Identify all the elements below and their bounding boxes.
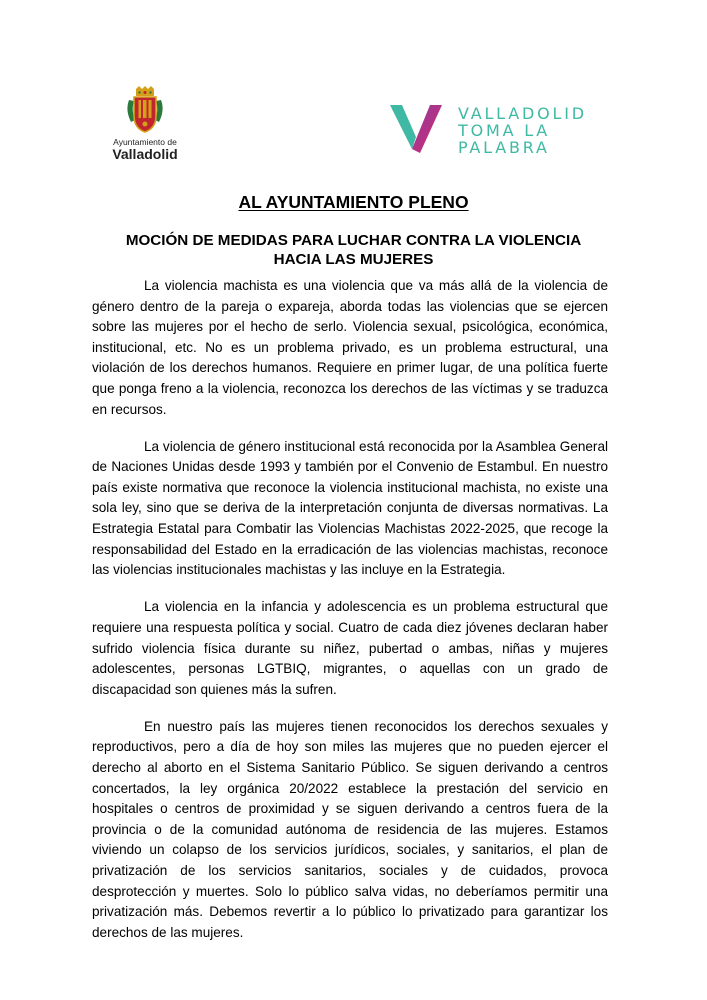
paragraph: La violencia machista es una violencia que va más allá de la violencia de género dentro de la pareja o expareja, aborda todas las violencias que se ejercen sobre las mujeres por el hecho de serlo. Violencia sexual, psicológica, económica, institucional, etc. No es un problema privado, es un problema estructural, una violación de los derechos humanos. Requiere en primer lugar, de una política fuerte que ponga freno a la violencia, reconozca los derechos de las víctimas y se traduzca en recursos. [92,278,608,417]
city-crest-icon [125,86,165,134]
v-mark-icon [388,103,444,155]
party-logo-text [458,105,587,156]
city-council-logo [100,86,190,162]
paragraph: En nuestro país las mujeres tienen reconocidos los derechos sexuales y reproductivos, pero a día de hoy son miles las mujeres que no pueden ejercer el derecho al aborto en el Sistema Sanitario Público. Se siguen derivando a centros concertados, la ley orgánica 20/2022 establece la prestación del servicio en hospitales o centros de proximidad y se siguen derivando a centros fuera de la provincia o de la comunidad autónoma de residencia de las mujeres. Estamos viviendo un colapso de los servicios jurídicos, sociales, y sanitarios, el plan de privatización de los servicios sanitarios, sociales y de cuidados, provoca desprotección y muertes. Solo lo público salva vidas, no deberíamos permitir una privatización más. Debemos revertir a lo público lo privatizado para garantizar los derechos de las mujeres. [92,718,608,940]
city-logo-subtitle: Ayuntamiento de [113,137,177,147]
party-logo [388,103,608,163]
paragraph: La violencia en la infancia y adolescencia es un problema estructural que requiere una respuesta política y social. Cuatro de cada diez jóvenes declaran haber sufrido violencia física durante su niñez, pubertad o ambas, niñas y mujeres adolescentes, personas LGTBIQ, migrantes, o aquellas con un grado de discapacidad son quienes más la sufren. [92,599,608,697]
motion-title [80,231,627,269]
party-logo-line: VALLADOLID [458,104,587,123]
document-body [92,276,608,960]
party-logo-line: TOMA LA [458,121,551,140]
party-logo-line: PALABRA [458,138,550,157]
city-logo-name: Valladolid [112,146,178,162]
document-title: AL AYUNTAMIENTO PLENO [238,192,469,212]
paragraph: La violencia de género institucional está reconocida por la Asamblea General de Naciones Unidas desde 1993 y también por el Convenio de Estambul. En nuestro país existe normativa que reconoce la violencia institucional machista, no existe una sola ley, sino que se deriva de la interpretación conjunta de diversas normativas. La Estrategia Estatal para Combatir las Violencias Machistas 2022-2025, que recoge la responsabilidad del Estado en la erradicación de las violencias machistas, reconoce las violencias institucionales machistas y las incluye en la Estrategia. [92,438,608,578]
motion-title-line: MOCIÓN DE MEDIDAS PARA LUCHAR CONTRA LA VIOLENCIA [125,232,582,249]
motion-title-line: HACIA LAS MUJERES [273,251,434,268]
